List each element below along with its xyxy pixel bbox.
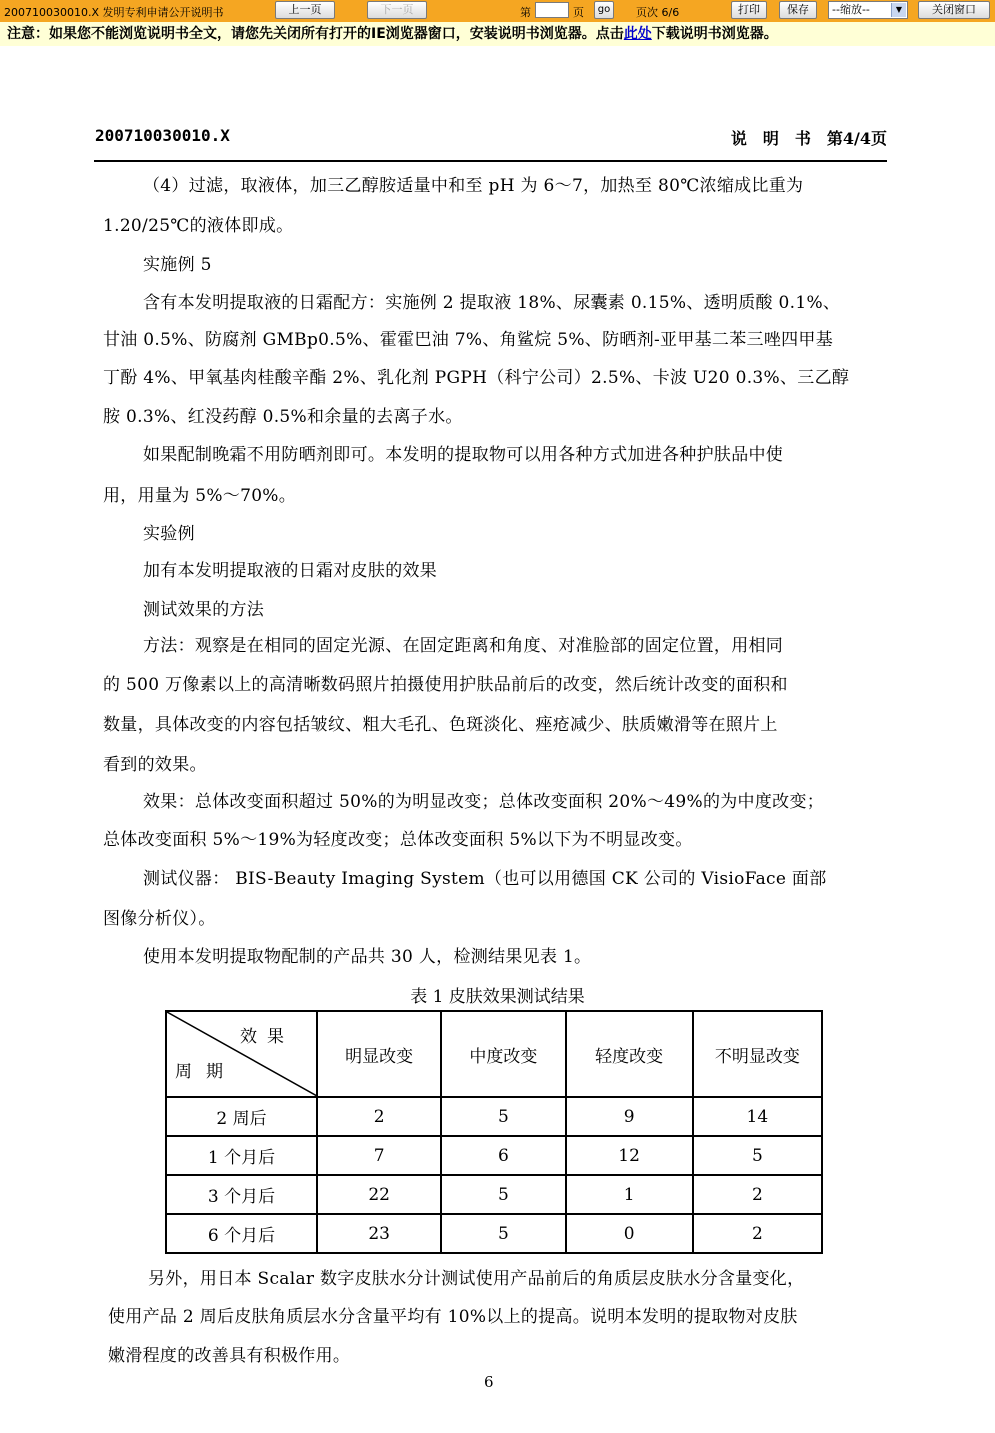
period-cell: 6 个月后 [166,1214,317,1253]
go-button[interactable]: go [594,1,614,19]
doc-header-page: 说 明 书 第4/4页 [730,129,887,148]
value-cell: 5 [693,1136,822,1175]
body-line: 方法：观察是在相同的固定光源、在固定距离和角度、对准脸部的固定位置，用相同 [143,636,784,656]
column-header: 轻度改变 [566,1011,693,1097]
document-title: 200710030010.X 发明专利申请公开说明书 [4,6,224,19]
body-line: 另外，用日本 Scalar 数字皮肤水分计测试使用产品前后的角质层皮肤水分含量变化， [148,1269,805,1289]
period-cell: 3 个月后 [166,1175,317,1214]
value-cell: 2 [317,1097,441,1136]
page-number-input[interactable] [535,2,569,18]
value-cell: 5 [441,1097,565,1136]
table-row [166,1097,822,1136]
value-cell: 5 [441,1214,565,1253]
body-line: 实验例 [143,524,195,544]
value-cell: 9 [566,1097,693,1136]
notice-text: 注意：如果您不能浏览说明书全文，请您先关闭所有打开的IE浏览器窗口，安装说明书浏览器。点击 [7,26,624,42]
table-row [166,1214,822,1253]
value-cell: 22 [317,1175,441,1214]
page-count-label: 页次 6/6 [636,6,680,19]
value-cell: 7 [317,1136,441,1175]
save-button[interactable]: 保存 [779,1,817,19]
period-cell: 1 个月后 [166,1136,317,1175]
body-line: 含有本发明提取液的日霜配方：实施例 2 提取液 18%、尿囊素 0.15%、透明质酸 0.1%、 [143,293,841,313]
body-line: 看到的效果。 [103,755,207,775]
body-line: 使用本发明提取物配制的产品共 30 人，检测结果见表 1。 [143,947,592,967]
print-button[interactable]: 打印 [731,1,767,19]
body-line: 使用产品 2 周后皮肤角质层水分含量平均有 10%以上的提高。说明本发明的提取物对皮肤 [108,1307,798,1327]
value-cell: 2 [693,1175,822,1214]
corner-label-effect: 效果 [240,1027,295,1047]
page-suffix-label: 页 [573,6,584,19]
results-table [165,1010,823,1254]
notice-bar [0,22,995,46]
body-line: 甘油 0.5%、防腐剂 GMBp0.5%、霍霍巴油 7%、角鲨烷 5%、防晒剂-亚甲基二苯三唑四甲基 [103,330,834,350]
next-page-button[interactable]: 下一页 [367,1,427,19]
body-line: 1.20/25℃的液体即成。 [103,216,294,236]
zoom-select-value: --缩放-- [832,3,870,16]
value-cell: 6 [441,1136,565,1175]
value-cell: 1 [566,1175,693,1214]
value-cell: 12 [566,1136,693,1175]
value-cell: 14 [693,1097,822,1136]
zoom-select[interactable] [828,1,908,19]
table-corner-cell [166,1011,317,1097]
table-title: 表 1 皮肤效果测试结果 [410,987,585,1007]
doc-header-number: 200710030010.X [95,126,230,145]
body-line: 数量，具体改变的内容包括皱纹、粗大毛孔、色斑淡化、痤疮减少、肤质嫩滑等在照片上 [103,715,778,735]
body-line: 如果配制晚霜不用防晒剂即可。本发明的提取物可以用各种方式加进各种护肤品中使 [143,445,784,465]
column-header: 明显改变 [317,1011,441,1097]
notice-text-end: 下载说明书浏览器。 [651,26,778,42]
download-viewer-link[interactable]: 此处 [623,26,652,42]
header-divider [94,160,887,162]
body-line: 测试效果的方法 [143,600,265,620]
body-line: 总体改变面积 5%～19%为轻度改变；总体改变面积 5%以下为不明显改变。 [103,830,693,850]
body-line: （4）过滤，取液体，加三乙醇胺适量中和至 pH 为 6～7，加热至 80℃浓缩成比重为 [143,176,804,196]
table-header-row [166,1011,822,1097]
prev-page-button[interactable]: 上一页 [275,1,335,19]
body-line: 实施例 5 [143,255,212,275]
column-header: 不明显改变 [693,1011,822,1097]
body-line: 用，用量为 5%～70%。 [103,486,297,506]
body-line: 嫩滑程度的改善具有积极作用。 [108,1346,351,1366]
period-cell: 2 周后 [166,1097,317,1136]
corner-label-period: 周期 [175,1062,237,1082]
page-number: 6 [484,1373,494,1391]
value-cell: 2 [693,1214,822,1253]
body-line: 图像分析仪）。 [103,909,216,929]
value-cell: 23 [317,1214,441,1253]
toolbar [0,0,995,23]
chevron-down-icon: ▼ [891,3,906,17]
body-line: 测试仪器： BIS-Beauty Imaging System（也可以用德国 CK 公司的 VisioFace 面部 [143,869,827,889]
body-line: 效果：总体改变面积超过 50%的为明显改变；总体改变面积 20%～49%的为中度改变； [143,792,825,812]
column-header: 中度改变 [441,1011,565,1097]
body-line: 丁酚 4%、甲氧基肉桂酸辛酯 2%、乳化剂 PGPH（科宁公司）2.5%、卡波 U20 0.3%、三乙醇 [103,368,850,388]
value-cell: 5 [441,1175,565,1214]
page-prefix-label: 第 [520,6,531,19]
body-line: 胺 0.3%、红没药醇 0.5%和余量的去离子水。 [103,407,463,427]
table-row [166,1136,822,1175]
body-line: 的 500 万像素以上的高清晰数码照片拍摄使用护肤品前后的改变，然后统计改变的面积和 [103,675,788,695]
table-row [166,1175,822,1214]
body-line: 加有本发明提取液的日霜对皮肤的效果 [143,561,438,581]
value-cell: 0 [566,1214,693,1253]
close-window-button[interactable]: 关闭窗口 [918,1,990,19]
